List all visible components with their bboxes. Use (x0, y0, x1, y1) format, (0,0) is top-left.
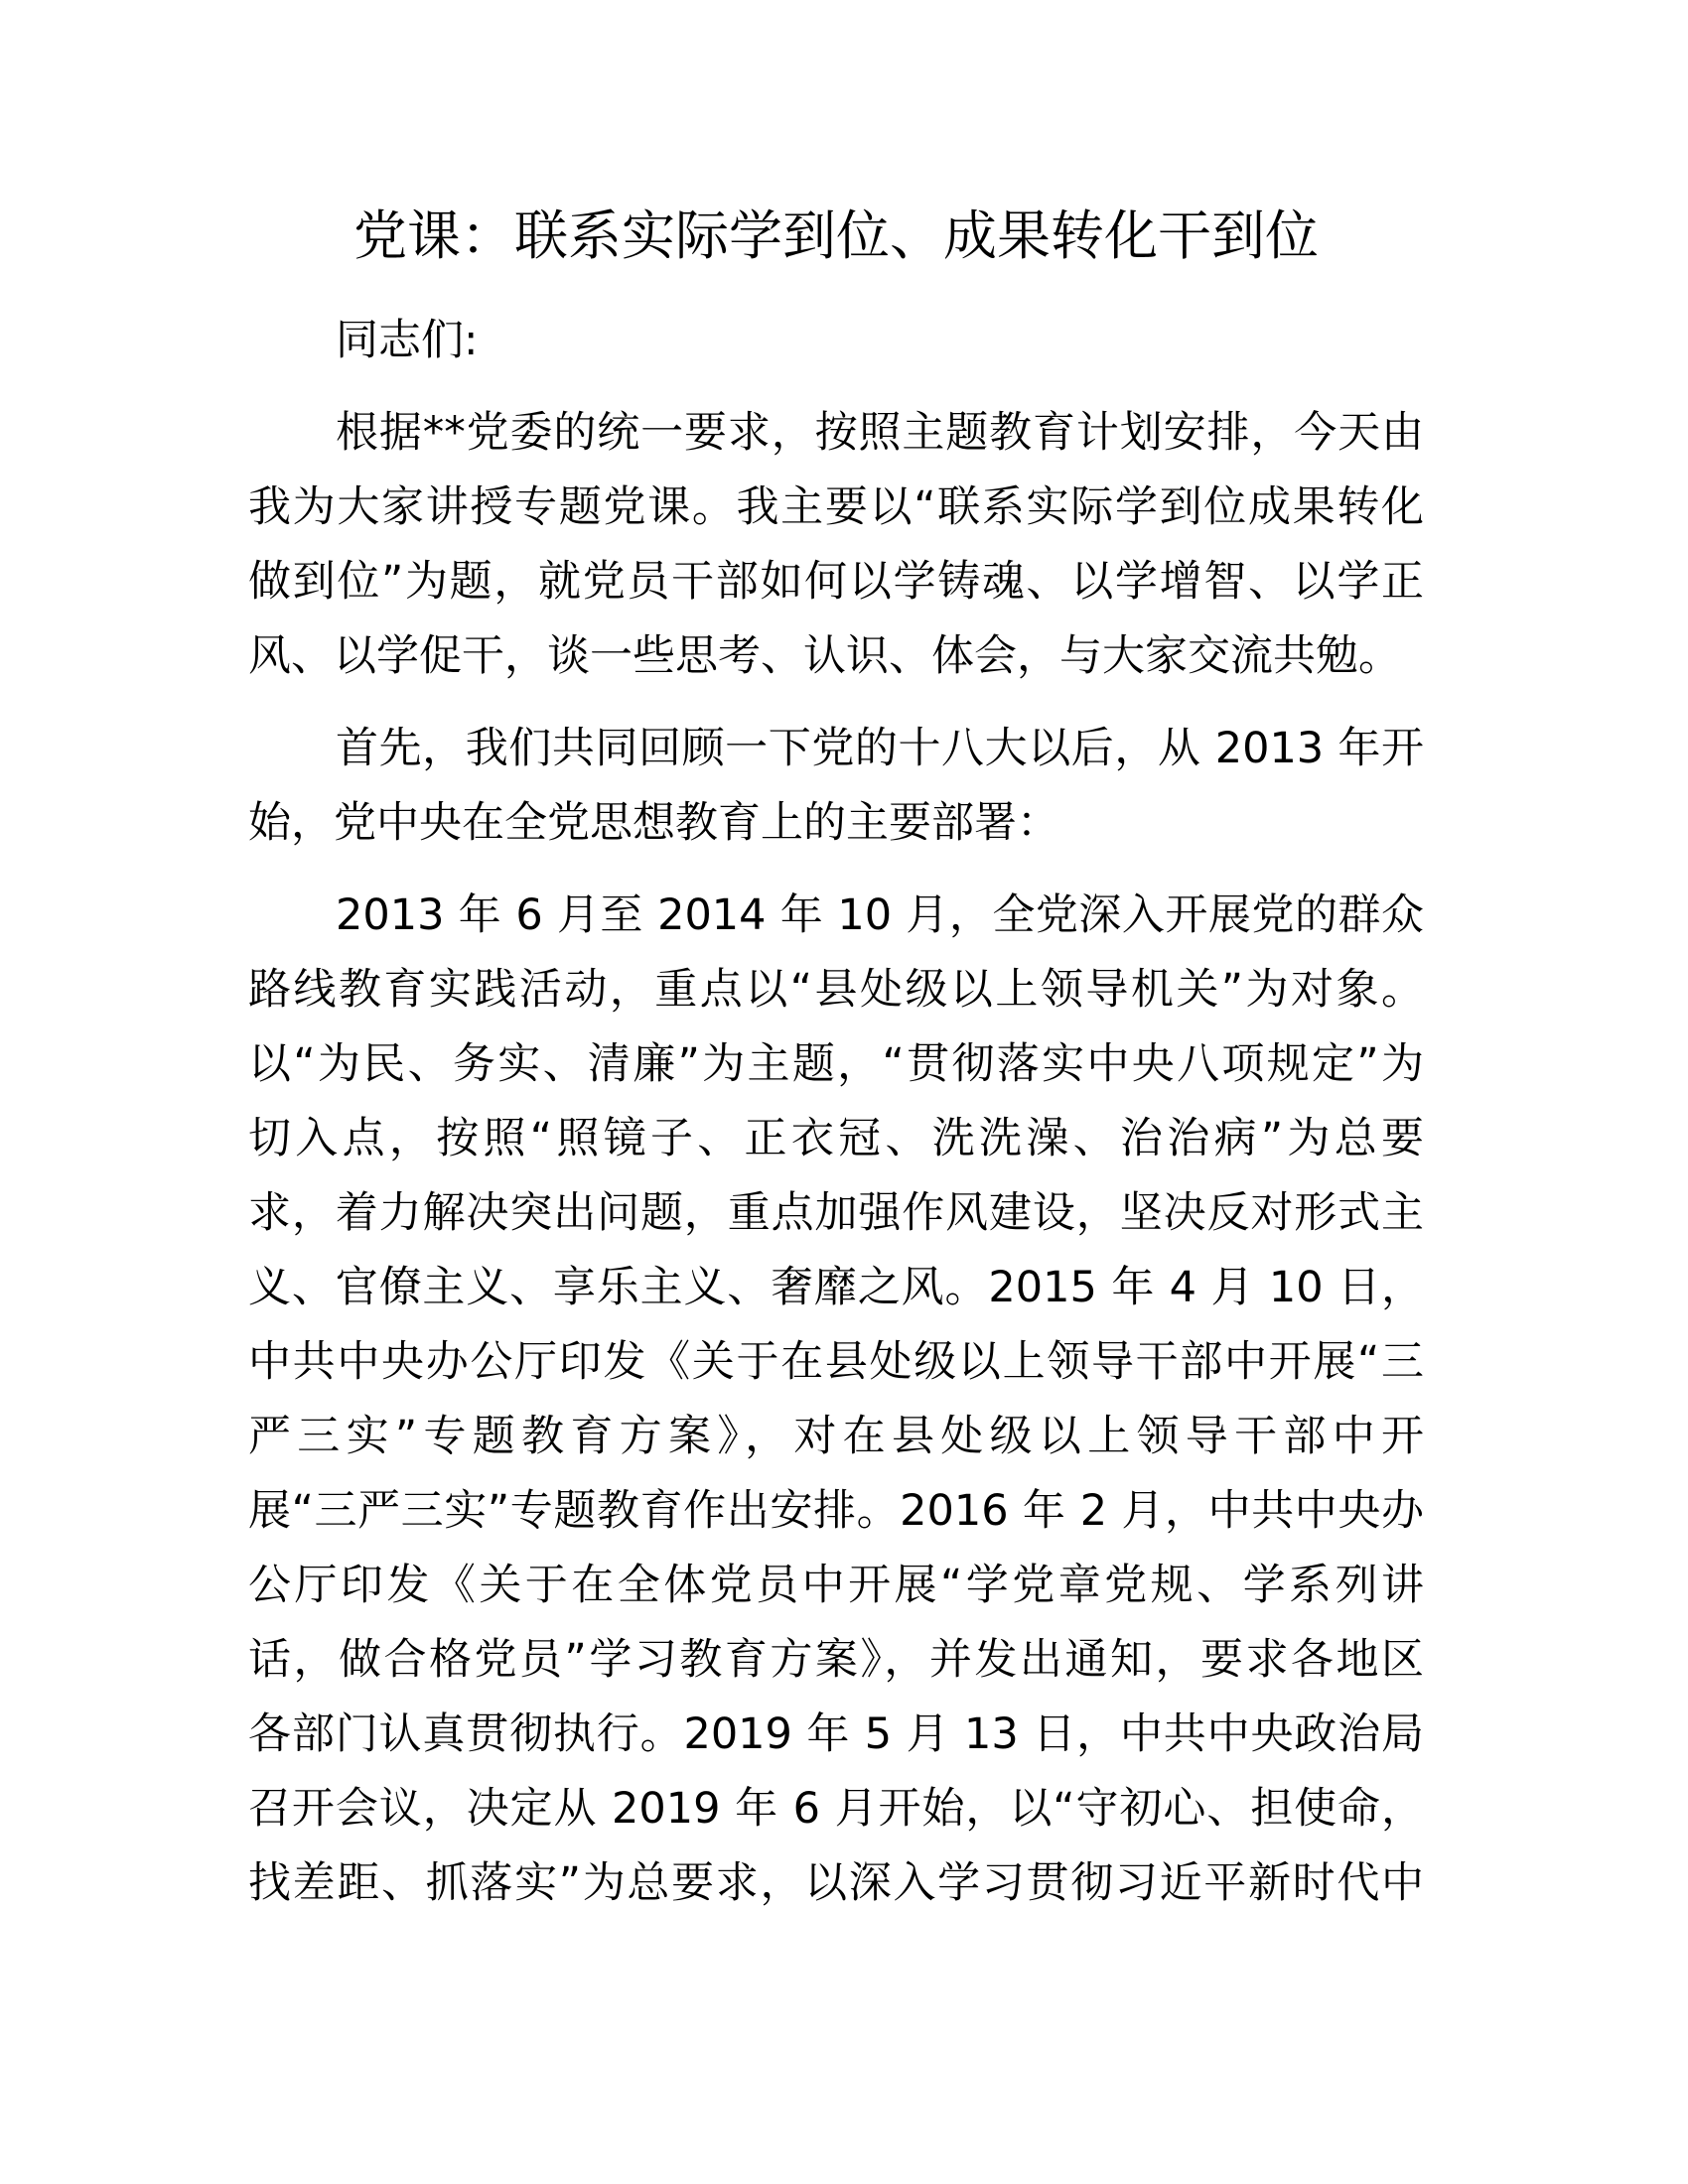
text-line: 根据**党委的统一要求，按照主题教育计划安排，今天由 (336, 408, 1424, 458)
text-line: 求，着力解决突出问题，重点加强作风建设，坚决反对形式主 (248, 1188, 1424, 1238)
text-line: 各部门认真贯彻执行。2019 年 5 月 13 日，中共中央政治局 (248, 1709, 1424, 1759)
text-line: 首先，我们共同回顾一下党的十八大以后，从 2013 年开 (336, 724, 1424, 773)
text-line: 同志们: (336, 316, 479, 365)
text-line: 路线教育实践活动，重点以“县处级以上领导机关”为对象。 (248, 965, 1424, 1015)
paragraph (248, 879, 1424, 1921)
text-line: 召开会议，决定从 2019 年 6 月开始，以“守初心、担使命， (248, 1784, 1424, 1834)
text-line: 严三实”专题教育方案》，对在县处级以上领导干部中开 (248, 1412, 1424, 1461)
text-line: 展“三严三实”专题教育作出安排。2016 年 2 月，中共中央办 (248, 1486, 1424, 1536)
text-line: 中共中央办公厅印发《关于在县处级以上领导干部中开展“三 (248, 1337, 1424, 1387)
document-title: 党课：联系实际学到位、成果转化干到位 (353, 205, 1319, 267)
paragraph (248, 304, 1424, 378)
text-line: 始，党中央在全党思想教育上的主要部署： (248, 798, 1059, 848)
text-line: 我为大家讲授专题党课。我主要以“联系实际学到位成果转化 (248, 482, 1424, 532)
text-line: 公厅印发《关于在全体党员中开展“学党章党规、学系列讲 (248, 1561, 1424, 1610)
paragraph (248, 712, 1424, 861)
paragraph (248, 396, 1424, 694)
text-line: 风、以学促干，谈一些思考、认识、体会，与大家交流共勉。 (248, 631, 1401, 681)
text-line: 以“为民、务实、清廉”为主题，“贯彻落实中央八项规定”为 (248, 1039, 1424, 1089)
document-body (248, 304, 1424, 1921)
text-line: 义、官僚主义、享乐主义、奢靡之风。2015 年 4 月 10 日， (248, 1263, 1424, 1312)
text-line: 2013 年 6 月至 2014 年 10 月，全党深入开展党的群众 (336, 890, 1424, 940)
document-page (248, 199, 1424, 1939)
text-line: 切入点，按照“照镜子、正衣冠、洗洗澡、治治病”为总要 (248, 1114, 1424, 1163)
text-line: 做到位”为题，就党员干部如何以学铸魂、以学增智、以学正 (248, 557, 1424, 607)
text-line: 找差距、抓落实”为总要求，以深入学习贯彻习近平新时代中 (248, 1858, 1424, 1908)
text-line: 话，做合格党员”学习教育方案》，并发出通知，要求各地区 (248, 1635, 1424, 1685)
